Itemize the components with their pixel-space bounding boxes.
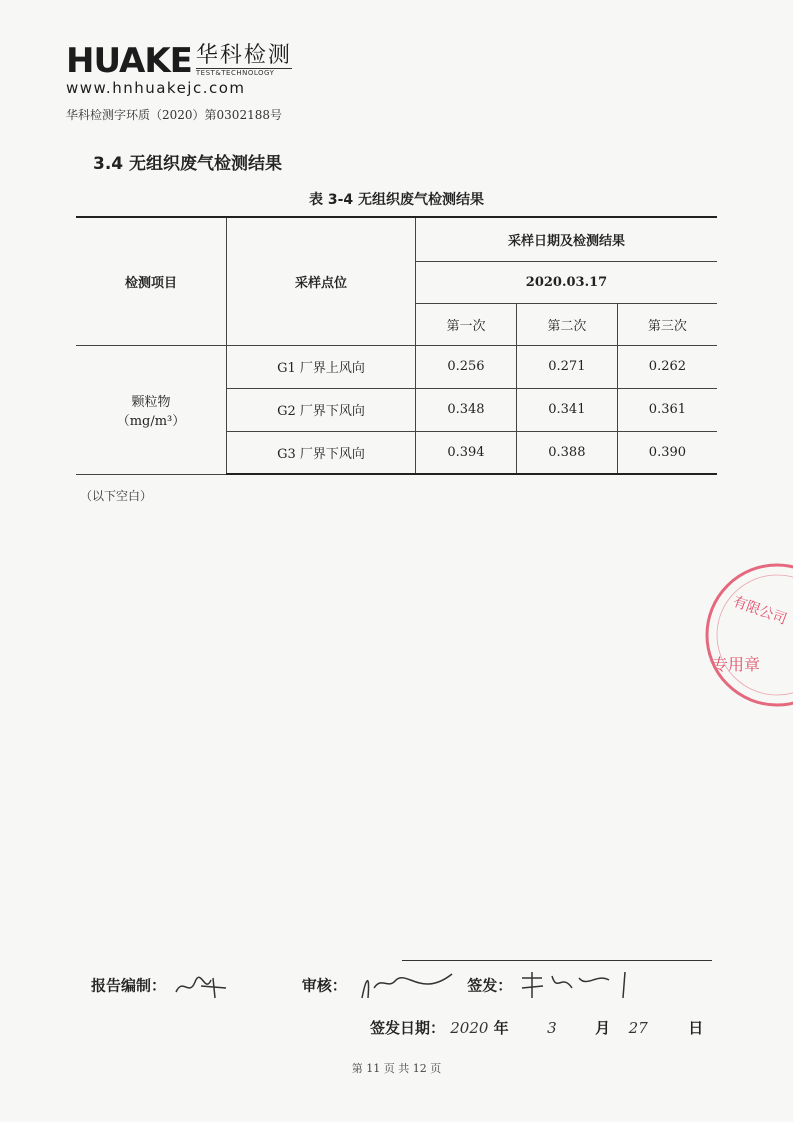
issued-label: 签发：: [467, 976, 513, 995]
report-number: 华科检测字环质（2020）第0302188号: [66, 108, 282, 122]
value-cell: 0.361: [617, 388, 717, 431]
value-cell: 0.388: [516, 431, 617, 474]
item-name: 颗粒物: [131, 394, 171, 410]
value-cell: 0.262: [617, 345, 717, 388]
value-cell: 0.390: [617, 431, 717, 474]
issue-month: 3: [547, 1019, 557, 1037]
value-cell: 0.271: [516, 345, 617, 388]
issue-day: 27: [628, 1019, 648, 1037]
table-row: [76, 345, 717, 388]
signature-line: [402, 960, 712, 961]
website-url: www.hnhuakejc.com: [66, 79, 246, 97]
compiled-label: 报告编制：: [91, 976, 167, 995]
day-unit: 日: [688, 1019, 704, 1037]
value-cell: 0.394: [416, 431, 517, 474]
value-cell: 0.341: [516, 388, 617, 431]
issue-date-row: [370, 1017, 703, 1038]
page-number: 第 11 页 共 12 页: [351, 1062, 442, 1075]
logo-subtitle: TEST&TECHNOLOGY: [196, 68, 292, 77]
reviewed-label: 审核：: [301, 976, 347, 995]
header-item: 检测项目: [76, 217, 227, 345]
svg-text:有限公司: 有限公司: [730, 593, 789, 628]
header-date: 2020.03.17: [416, 261, 718, 303]
results-table: [76, 216, 717, 475]
point-cell: G3 厂界下风向: [227, 431, 416, 474]
blank-note: （以下空白）: [80, 489, 153, 503]
signature-row: [91, 968, 637, 1004]
item-unit: （mg/m³）: [116, 413, 186, 429]
logo: [66, 41, 292, 97]
value-cell: 0.256: [416, 345, 517, 388]
item-cell: [76, 345, 227, 474]
header-point: 采样点位: [227, 217, 416, 345]
point-cell: G1 厂界上风向: [227, 345, 416, 388]
svg-text:专用章: 专用章: [712, 655, 761, 674]
header-group: 采样日期及检测结果: [416, 217, 718, 261]
header-time-2: 第二次: [516, 303, 617, 345]
reviewer-signature: [352, 968, 462, 1004]
month-unit: 月: [595, 1019, 611, 1037]
issue-date-label: 签发日期：: [370, 1019, 446, 1037]
compiler-signature: [171, 972, 231, 1000]
point-cell: G2 厂界下风向: [227, 388, 416, 431]
value-cell: 0.348: [416, 388, 517, 431]
company-seal-stamp: [702, 560, 793, 710]
logo-latin: HUAKE: [66, 41, 192, 81]
issue-year: 2020: [450, 1019, 489, 1037]
section-title: 3.4 无组织废气检测结果: [93, 154, 283, 174]
header-time-1: 第一次: [416, 303, 517, 345]
table-title: 表 3-4 无组织废气检测结果: [308, 192, 485, 208]
logo-chinese: 华科检测: [195, 43, 292, 68]
header-time-3: 第三次: [617, 303, 717, 345]
year-unit: 年: [493, 1019, 509, 1037]
issuer-signature: [517, 968, 637, 1004]
